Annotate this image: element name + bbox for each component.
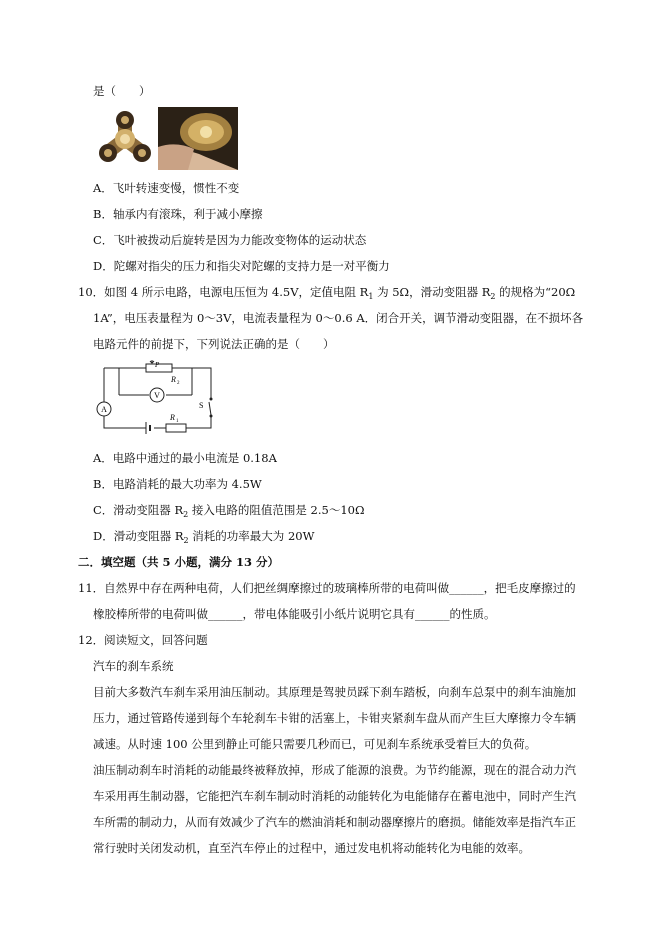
q10-option-c-text: 接入电路的阻值范围是 2.5～10Ω <box>188 503 365 517</box>
q10-option-b: B．电路消耗的最大功率为 4.5W <box>93 477 262 491</box>
article-paragraph-1-line: 目前大多数汽车刹车采用油压制动。其原理是驾驶员踩下刹车踏板，向刹车总泵中的刹车油施加 <box>93 685 576 699</box>
q10-option-d-text: D．滑动变阻器 R <box>93 529 184 543</box>
q11-line-1: 11．自然界中存在两种电荷，人们把丝绸摩擦过的玻璃棒所带的电荷叫做______，把毛皮摩擦过的 <box>78 581 576 595</box>
q10-text: 10．如图 4 所示电路，电源电压恒为 4.5V，定值电阻 R <box>78 285 369 299</box>
section-heading: 二．填空题（共 5 小题，满分 13 分） <box>78 555 280 569</box>
q9-stem-tail: 是（ ） <box>93 84 151 98</box>
voltmeter-label: V <box>154 391 160 400</box>
q9-option-b: B．轴承内有滚珠，利于减小摩擦 <box>93 207 263 221</box>
q10-text: 为 5Ω，滑动变阻器 R <box>373 285 491 299</box>
ammeter-label: A <box>101 405 107 414</box>
article-paragraph-1-line: 压力，通过管路传递到每个车轮刹车卡钳的活塞上，卡钳夹紧刹车盘从而产生巨大摩擦力令车辆 <box>93 711 576 725</box>
q10-option-d-text: 消耗的功率最大为 20W <box>188 529 315 543</box>
article-paragraph-2-line: 车采用再生制动器，它能把汽车刹车制动时消耗的动能转化为电能储存在蓄电池中，同时产生汽 <box>93 789 576 803</box>
subscript: 2 <box>490 292 496 301</box>
article-paragraph-2-line: 车所需的制动力，从而有效减少了汽车的燃油消耗和制动器摩擦片的磨损。储能效率是指汽车正 <box>93 815 576 829</box>
q9-option-c: C．飞叶被拨动后旋转是因为力能改变物体的运动状态 <box>93 233 367 247</box>
q9-option-a: A．飞叶转速变慢，惯性不变 <box>93 181 240 195</box>
fidget-spinner-photo <box>96 108 154 170</box>
subscript: 2 <box>183 510 189 519</box>
spinner-on-finger-photo <box>158 107 238 170</box>
subscript: 2 <box>183 536 189 545</box>
q10-stem-line-2: 1A”，电压表量程为 0～3V，电流表量程为 0～0.6 A．闭合开关，调节滑动变阻器，在不损坏各 <box>93 311 584 325</box>
r2-label: R <box>171 375 176 384</box>
circuit-diagram <box>94 360 218 440</box>
q10-option-d <box>93 528 314 549</box>
subscript: 1 <box>368 292 374 301</box>
q10-stem-line-3: 电路元件的前提下，下列说法正确的是（ ） <box>93 337 335 351</box>
q10-text: 的规格为“20Ω <box>495 285 576 299</box>
r2-subscript: 2 <box>177 381 180 386</box>
q9-option-d: D．陀螺对指尖的压力和指尖对陀螺的支持力是一对平衡力 <box>93 259 390 273</box>
article-title: 汽车的刹车系统 <box>93 659 174 673</box>
article-paragraph-1-line: 减速。从时速 100 公里到静止可能只需要几秒而已，可见刹车系统承受着巨大的负荷。 <box>93 737 537 751</box>
q10-stem-line-1 <box>78 284 575 305</box>
r1-label: R <box>170 413 175 422</box>
q12-line-1: 12．阅读短文，回答问题 <box>78 633 208 647</box>
r1-subscript: 1 <box>176 419 179 424</box>
switch-label: S <box>199 401 204 410</box>
article-paragraph-2-line: 常行驶时关闭发动机，直至汽车停止的过程中，通过发电机将动能转化为电能的效率。 <box>93 841 530 855</box>
q10-option-c-text: C．滑动变阻器 R <box>93 503 184 517</box>
slider-label: P <box>155 361 160 369</box>
q10-option-c <box>93 502 365 523</box>
q11-line-2: 橡胶棒所带的电荷叫做______，带电体能吸引小纸片说明它具有______的性质。 <box>93 607 496 621</box>
article-paragraph-2-line: 油压制动刹车时消耗的动能最终被释放掉，形成了能源的浪费。为节约能源，现在的混合动力汽 <box>93 763 576 777</box>
q10-option-a: A．电路中通过的最小电流是 0.18A <box>93 451 277 465</box>
